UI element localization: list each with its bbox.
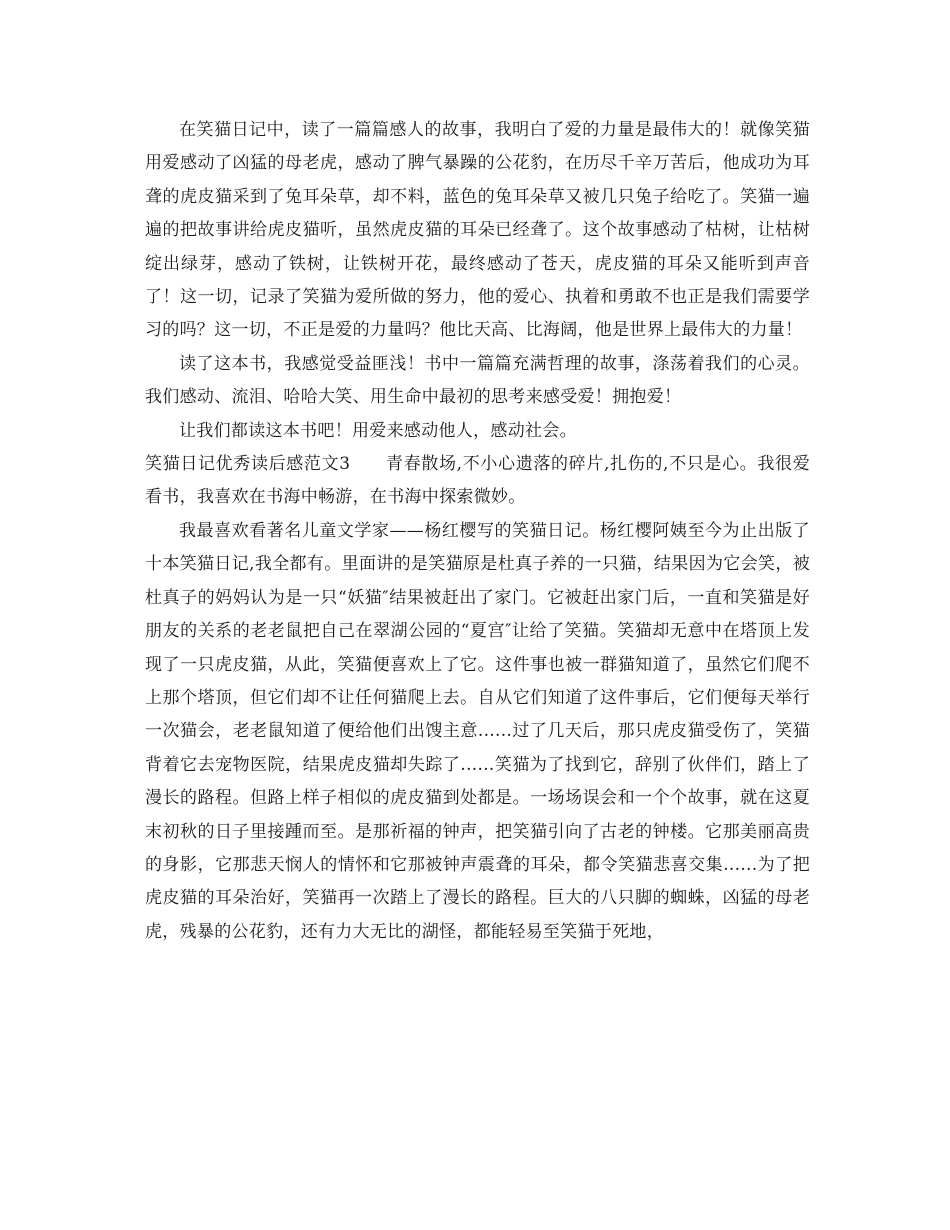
paragraph-call-to-read: 让我们都读这本书吧！用爱来感动他人，感动社会。 bbox=[179, 420, 577, 441]
paragraph-benefit: 读了这本书，我感觉受益匪浅！书中一篇篇充满哲理的故事，涤荡着我们的心灵。我们感动、流泪、哈哈大笑、用生命中最初的思考来感受爱！拥抱爱！ bbox=[145, 353, 810, 408]
paragraph-story-summary: 我最喜欢看著名儿童文学家——杨红樱写的笑猫日记。杨红樱阿姨至今为止出版了十本笑猫日记,我全都有。里面讲的是笑猫原是杜真子养的一只猫，结果因为它会笑，被杜真子的妈妈认为是一只“妖猫″结果被赶出了家门。它被赶出家门后，一直和笑猫是好朋友的关系的老老鼠把自己在翠湖公园的“夏宫″让给了笑猫。笑猫却无意中在塔顶上发现了一只虎皮猫，从此，笑猫便喜欢上了它。这件事也被一群猫知道了，虽然它们爬不上那个塔顶，但它们却不让任何猫爬上去。自从它们知道了这件事后，它们便每天举行一次猫会，老老鼠知道了便给他们出馊主意......过了几天后，那只虎皮猫受伤了，笑猫背着它去宠物医院，结果虎皮猫却失踪了......笑猫为了找到它，辞别了伙伴们，踏上了漫长的路程。但路上样子相似的虎皮猫到处都是。一场场误会和一个个故事，就在这夏末初秋的日子里接踵而至。是那祈福的钟声，把笑猫引向了古老的钟楼。它那美丽高贵的身影，它那悲天悯人的情怀和它那被钟声震聋的耳朵，都令笑猫悲喜交集......为了把虎皮猫的耳朵治好，笑猫再一次踏上了漫长的路程。巨大的八只脚的蜘蛛，凶猛的母老虎，残暴的公花豹，还有力大无比的湖怪，都能轻易至笑猫于死地， bbox=[145, 520, 810, 942]
essay-intro-text: 青春散场,不小心遗落的碎片,扎伤的,不只是心。我很爱看书，我喜欢在书海中畅游，在书海中探索微妙。 bbox=[145, 454, 811, 508]
paragraph-love-power: 在笑猫日记中，读了一篇篇感人的故事，我明白了爱的力量是最伟大的！就像笑猫用爱感动了凶猛的母老虎，感动了脾气暴躁的公花豹，在历尽千辛万苦后，他成功为耳聋的虎皮猫采到了兔耳朵草，却不料，蓝色的兔耳朵草又被几只兔子给吃了。笑猫一遍遍的把故事讲给虎皮猫听，虽然虎皮猫的耳朵已经聋了。这个故事感动了枯树，让枯树绽出绿芽，感动了铁树，让铁树开花，最终感动了苍天，虎皮猫的耳朵又能听到声音了！这一切，记录了笑猫为爱所做的努力，他的爱心、执着和勇敢不也正是我们需要学习的吗？这一切，不正是爱的力量吗？他比天高、比海阔，他是世界上最伟大的力量！ bbox=[145, 120, 810, 341]
document-page bbox=[145, 114, 810, 949]
essay-heading: 笑猫日记优秀读后感范文3 bbox=[145, 454, 351, 475]
paragraph-essay-3-intro bbox=[145, 448, 810, 515]
